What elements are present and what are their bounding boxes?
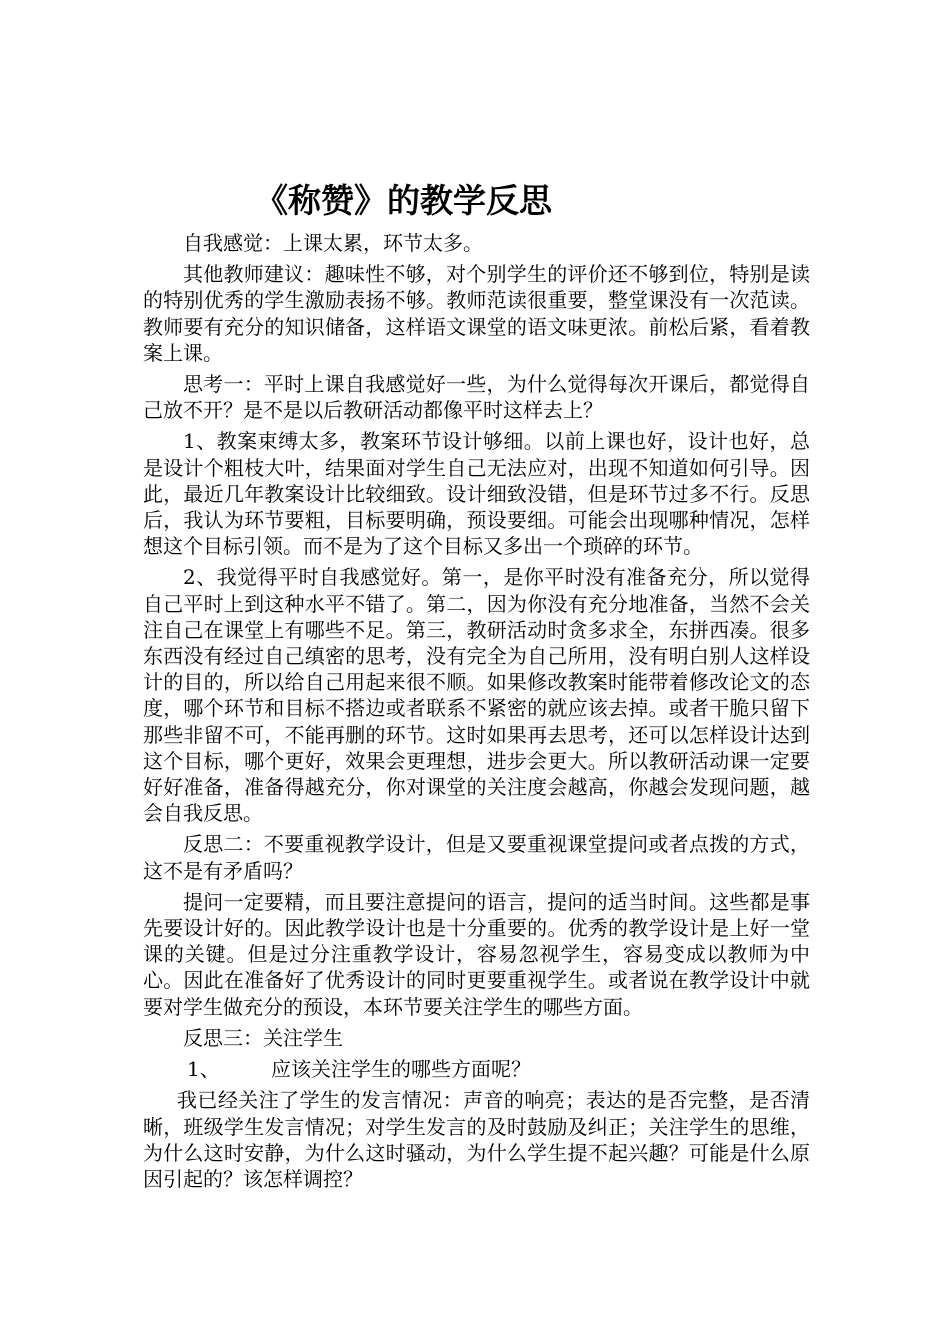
paragraph-self-feeling: 自我感觉：上课太累，环节太多。 (183, 231, 483, 255)
paragraph-point-two: 2、我觉得平时自我感觉好。第一，是你平时没有准备充分，所以觉得自己平时上到这种水平不错了。第二，因为你没有充分地准备，当然不会关注自己在课堂上有哪些不足。第三，教研活动时贪多求全，东拼西凑。很多东西没有经过自己缜密的思考，没有完全为自己所用，没有明白别人这样设计的目的，所以给自己用起来很不顺。如果修改教案时能带着修改论文的态度，哪个环节和目标不搭边或者联系不紧密的就应该去掉。或者干脆只留下那些非留不可，不能再删的环节。这时如果再去思考，还可以怎样设计达到这个目标，哪个更好，效果会更理想，进步会更大。所以教研活动课一定要好好准备，准备得越充分，你对课堂的关注度会越高，你越会发现问题，越会自我反思。 (143, 565, 810, 826)
numbered-item-text: 应该关注学生的哪些方面呢？ (271, 1057, 531, 1082)
paragraph-student-attention: 我已经关注了学生的发言情况：声音的响亮；表达的是否完整，是否清晰，班级学生发言情况；对学生发言的及时鼓励及纠正；关注学生的思维，为什么这时安静，为什么这时骚动，为什么学生提不起兴趣？可能是什么原因引起的？该怎样调控？ (143, 1088, 810, 1191)
document-title: 《称赞》的教学反思 (255, 181, 552, 220)
paragraph-questioning: 提问一定要精，而且要注意提问的语言，提问的适当时间。这些都是事先要设计好的。因此教学设计也是十分重要的。优秀的教学设计是上好一堂课的关键。但是过分注重教学设计，容易忽视学生，容易变成以教师为中心。因此在准备好了优秀设计的同时更要重视学生。或者说在教学设计中就要对学生做充分的预设，本环节要关注学生的哪些方面。 (143, 889, 810, 1019)
paragraph-reflection-one: 思考一：平时上课自我感觉好一些，为什么觉得每次开课后，都觉得自己放不开？是不是以后教研活动都像平时这样去上？ (143, 372, 810, 423)
numbered-item-number: 1、 (187, 1057, 220, 1082)
numbered-item (143, 1056, 810, 1082)
paragraph-point-one: 1、教案束缚太多，教案环节设计够细。以前上课也好，设计也好，总是设计个粗枝大叶，结果面对学生自己无法应对，出现不知道如何引导。因此，最近几年教案设计比较细致。设计细致没错，但是环节过多不行。反思后，我认为环节要粗，目标要明确，预设要细。可能会出现哪种情况，怎样想这个目标引领。而不是为了这个目标又多出一个琐碎的环节。 (143, 429, 810, 559)
paragraph-teacher-suggestions: 其他教师建议：趣味性不够，对个别学生的评价还不够到位，特别是读的特别优秀的学生激励表扬不够。教师范读很重要，整堂课没有一次范读。教师要有充分的知识储备，这样语文课堂的语文味更浓。前松后紧，看着教案上课。 (143, 262, 810, 365)
document-body (143, 230, 810, 1197)
paragraph-reflection-two: 反思二：不要重视教学设计，但是又要重视课堂提问或者点拨的方式，这不是有矛盾吗？ (143, 832, 810, 883)
paragraph-reflection-three: 反思三：关注学生 (183, 1025, 343, 1050)
